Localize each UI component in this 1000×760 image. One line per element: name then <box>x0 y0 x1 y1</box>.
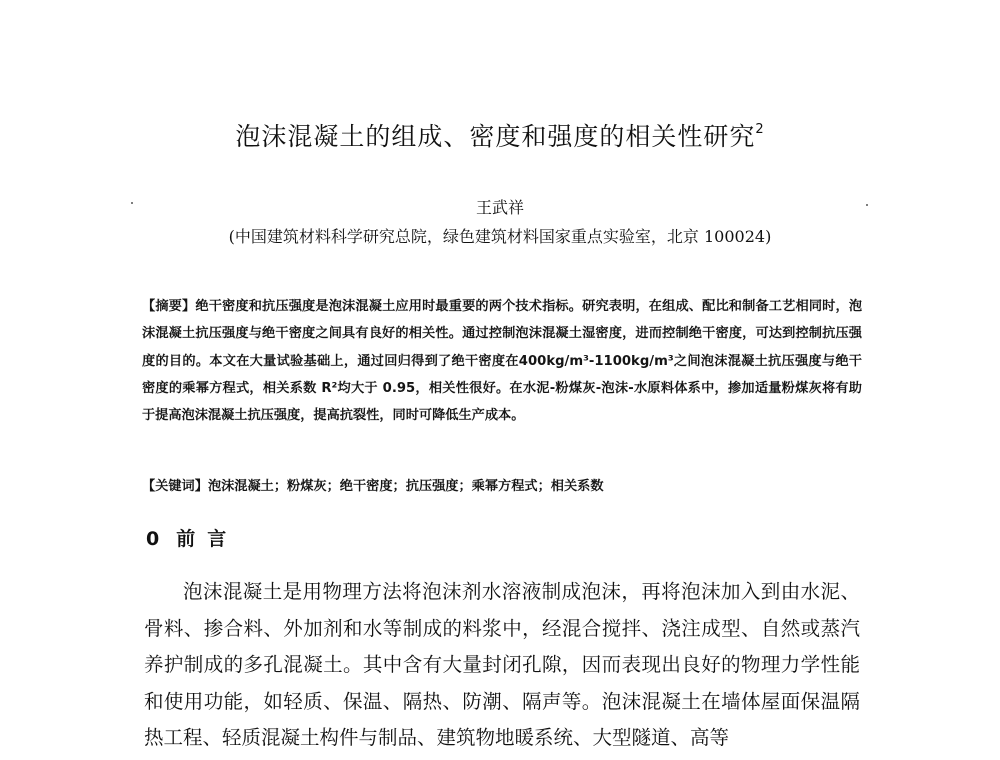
paper-title <box>0 117 1000 153</box>
title-footnote-marker: 2 <box>755 121 765 137</box>
abstract <box>142 293 862 429</box>
author-affiliation: (中国建筑材料科学研究总院，绿色建筑材料国家重点实验室，北京 100024) <box>228 227 772 246</box>
author-name: 王武祥 <box>475 198 524 217</box>
scan-speck-right <box>866 204 868 206</box>
title-text: 泡沫混凝土的组成、密度和强度的相关性研究 <box>235 122 756 151</box>
section-heading <box>146 524 238 551</box>
keywords-label: 【关键词】 <box>142 479 208 494</box>
scan-speck-left <box>131 202 133 204</box>
abstract-text: 绝干密度和抗压强度是泡沫混凝土应用时最重要的两个技术指标。研究表明，在组成、配比和制备工艺相同时，泡沫混凝土抗压强度与绝干密度之间具有良好的相关性。通过控制泡沫混凝土湿密度，进而控制绝干密度，可达到控制抗压强度的目的。本文在大量试验基础上，通过回归得到了绝干密度在400kg/m³-1100kg/m³之间泡沫混凝土抗压强度与绝干密度的乘幂方程式，相关系数 R²均大于 0.95，相关性很好。在水泥-粉煤灰-泡沫-水原料体系中，掺加适量粉煤灰将有助于提高泡沫混凝土抗压强度，提高抗裂性，同时可降低生产成本。 <box>142 299 863 424</box>
section-title: 前言 <box>176 528 239 550</box>
section-number: 0 <box>146 528 161 550</box>
abstract-label: 【摘要】 <box>142 299 196 314</box>
keywords-text: 泡沫混凝土；粉煤灰；绝干密度；抗压强度；乘幂方程式；相关系数 <box>207 479 604 494</box>
body-paragraph: 泡沫混凝土是用物理方法将泡沫剂水溶液制成泡沫，再将泡沫加入到由水泥、骨料、掺合料、外加剂和水等制成的料浆中，经混合搅拌、浇注成型、自然或蒸汽养护制成的多孔混凝土。其中含有大量封闭孔隙，因而表现出良好的物理力学性能和使用功能，如轻质、保温、隔热、防潮、隔声等。泡沫混凝土在墙体屋面保温隔热工程、轻质混凝土构件与制品、建筑物地暖系统、大型隧道、高等 <box>144 580 860 749</box>
keywords <box>142 475 604 494</box>
